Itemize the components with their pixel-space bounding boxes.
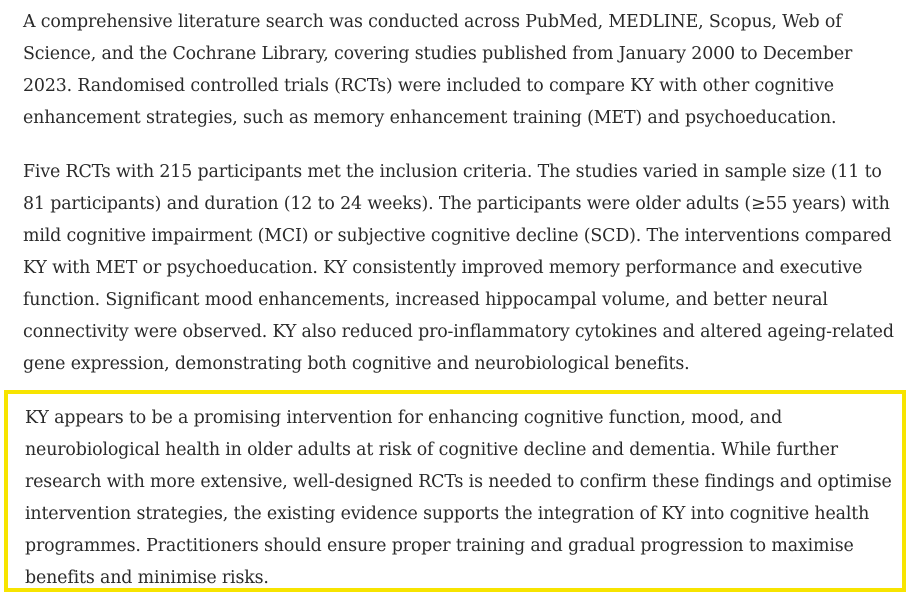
methods-paragraph: A comprehensive literature search was conducted across PubMed, MEDLINE, Scopus, Web of Science, and the Cochrane Library, covering studies published from January 2000 to December 2023. Randomised controlled trials (RCTs) were included to compare KY with other cognitive enhancement strategies, such as memory enhancement training (MET) and psychoeducation. (23, 12, 853, 128)
results-paragraph: Five RCTs with 215 participants met the inclusion criteria. The studies varied in sample size (11 to 81 participants) and duration (12 to 24 weeks). The participants were older adults (≥55 years) with mild cognitive impairment (MCI) or subjective cognitive decline (SCD). The interventions compared KY with MET or psychoeducation. KY consistently improved memory performance and executive function. Significant mood enhancements, increased hippocampal volume, and better neural connectivity were observed. KY also reduced pro-inflammatory cytokines and altered ageing-related gene expression, demonstrating both cognitive and neurobiological benefits. (23, 162, 894, 374)
highlighted-conclusion-box (4, 390, 906, 592)
conclusion-paragraph: KY appears to be a promising intervention for enhancing cognitive function, mood, and neurobiological health in older adults at risk of cognitive decline and dementia. While further research with more extensive, well-designed RCTs is needed to confirm these findings and optimise intervention strategies, the existing evidence supports the integration of KY into cognitive health programmes. Practitioners should ensure proper training and gradual progression to maximise benefits and minimise risks. (25, 408, 892, 588)
